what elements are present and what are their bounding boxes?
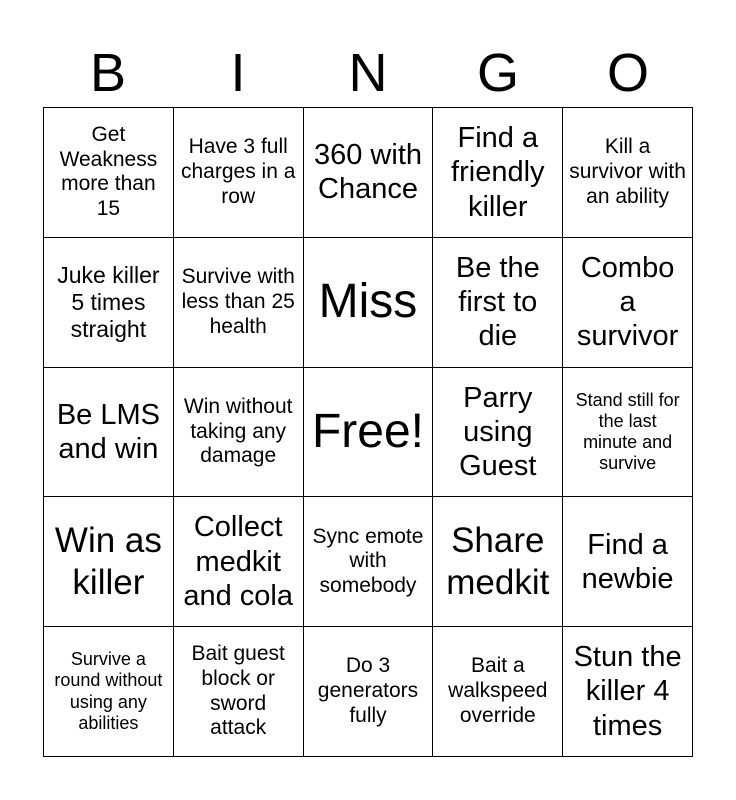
bingo-cell[interactable] [44, 108, 174, 238]
cell-text: Find a newbie [581, 528, 674, 595]
cell-text: Bait a walkspeed override [448, 654, 548, 727]
bingo-cell[interactable] [433, 368, 563, 498]
bingo-cell[interactable] [174, 238, 304, 368]
cell-text: Get Weakness more than 15 [59, 122, 158, 221]
cell-text: Kill a survivor with an ability [569, 135, 686, 208]
bingo-cell[interactable] [433, 108, 563, 238]
bingo-cell[interactable] [563, 627, 693, 757]
header-letter-o: O [606, 43, 649, 103]
bingo-cell[interactable] [304, 238, 434, 368]
cell-text: Win as killer [54, 521, 162, 602]
bingo-board [43, 107, 693, 757]
cell-text: Survive a round without using any abilities [54, 649, 163, 733]
cell-text: Survive with less than 25 health [181, 265, 295, 338]
header-letter-b: B [89, 43, 127, 103]
cell-text: Parry using Guest [459, 381, 537, 483]
bingo-cell[interactable] [44, 627, 174, 757]
cell-text: Have 3 full charges in a row [180, 135, 296, 208]
bingo-cell[interactable] [304, 627, 434, 757]
cell-text: Juke killer 5 times straight [57, 261, 160, 342]
bingo-cell[interactable] [563, 108, 693, 238]
header-letter-g: G [476, 43, 519, 103]
cell-text: Do 3 generators fully [317, 654, 419, 727]
bingo-cell[interactable] [304, 108, 434, 238]
bingo-cell[interactable] [44, 497, 174, 627]
header-letter-n: N [348, 43, 388, 103]
cell-text: Bait guest block or sword attack [191, 642, 285, 740]
bingo-cell[interactable] [174, 497, 304, 627]
cell-text: Win without taking any damage [183, 394, 293, 468]
cell-text: Be LMS and win [56, 398, 160, 465]
cell-text: Share medkit [446, 521, 550, 602]
cell-text: Collect medkit and cola [183, 511, 294, 612]
bingo-cell[interactable] [304, 497, 434, 627]
cell-text: 360 with Chance [313, 139, 422, 206]
cell-text: Be the first to die [455, 251, 540, 353]
cell-text: Combo a survivor [576, 251, 679, 353]
cell-text: Sync emote with somebody [312, 524, 424, 598]
cell-text: Stun the killer 4 times [573, 641, 682, 742]
bingo-cell[interactable] [563, 238, 693, 368]
bingo-cell[interactable] [174, 627, 304, 757]
bingo-cell[interactable] [174, 368, 304, 498]
bingo-cell[interactable] [433, 497, 563, 627]
header-letter-i: I [230, 43, 246, 103]
bingo-cell[interactable] [433, 238, 563, 368]
cell-text: Stand still for the last minute and survive [575, 389, 680, 474]
bingo-cell[interactable] [44, 238, 174, 368]
bingo-cell[interactable] [563, 497, 693, 627]
bingo-cell[interactable] [563, 368, 693, 498]
cell-text: Miss [318, 275, 418, 328]
bingo-cell[interactable] [44, 368, 174, 498]
cell-text: Free! [311, 404, 424, 458]
bingo-cell[interactable] [433, 627, 563, 757]
free-space-cell[interactable] [304, 368, 434, 498]
bingo-header [43, 40, 693, 106]
bingo-cell[interactable] [174, 108, 304, 238]
cell-text: Find a friendly killer [451, 122, 545, 223]
